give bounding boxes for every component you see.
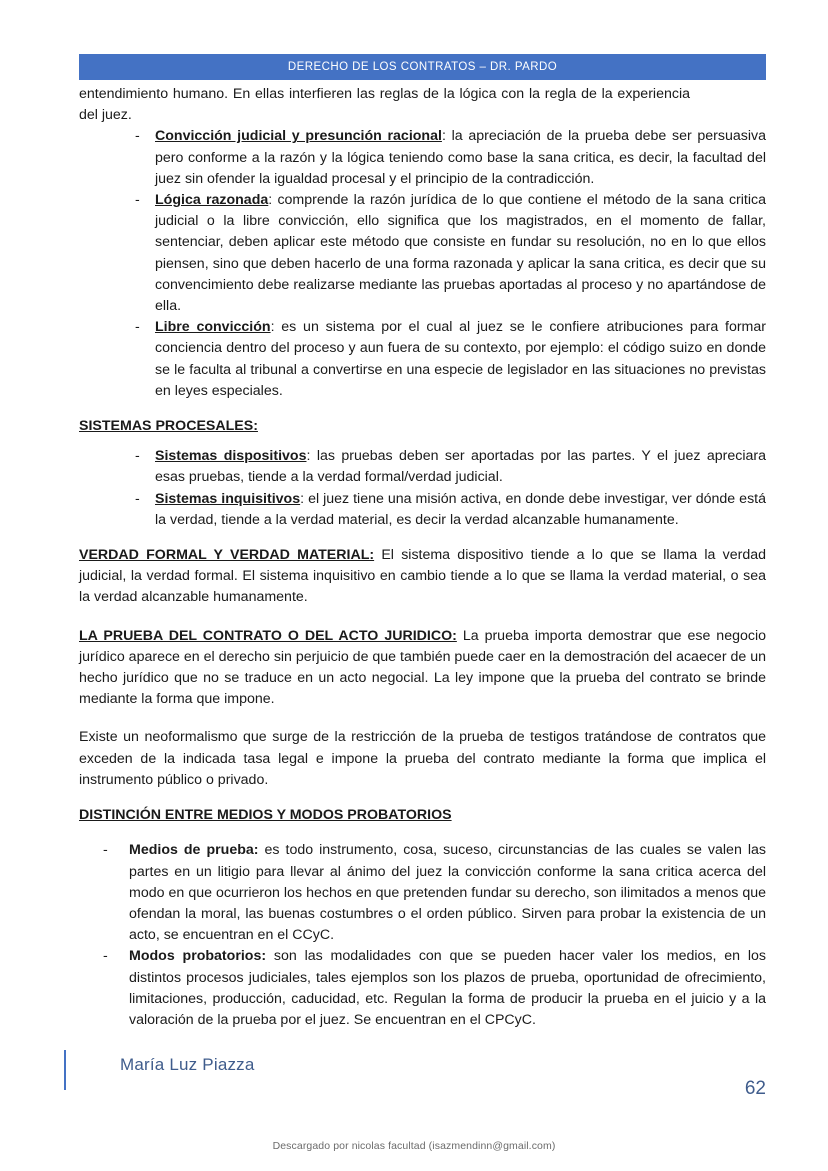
list-item (155, 126, 766, 190)
medios-modos-bullet-list (79, 840, 766, 1031)
list-item-separator: : (268, 192, 278, 209)
spacer (79, 531, 766, 545)
spacer (79, 609, 766, 626)
paragraph-verdad-formal (79, 545, 766, 609)
document-body (79, 84, 766, 1031)
list-item-separator: : (270, 319, 282, 336)
list-item-separator (266, 948, 274, 964)
page-header-title: DERECHO DE LOS CONTRATOS – DR. PARDO (287, 61, 558, 73)
paragraph-text: El sistema dispositivo tiende a lo que se llama la verdad judicial, la verdad formal. El sistema inquisitivo en cambio tiende a lo que se llama la verdad material, o sea la verdad alcanzable humanamente. (79, 547, 767, 606)
list-item-term: Convicción judicial y presunción racional (155, 128, 442, 145)
list-item-term: Medios de prueba: (129, 842, 259, 859)
paragraph-neoformalismo: Existe un neoformalismo que surge de la restricción de la prueba de testigos tratándose de contratos que exceden de la indicada tasa legal e impone la prueba del contrato mediante la forma que implica el instrumento público o privado. (79, 729, 766, 788)
page-header-banner (79, 54, 766, 80)
list-item-term: Lógica razonada (155, 192, 269, 209)
heading-sistemas-procesales: SISTEMAS PROCESALES: (79, 418, 258, 435)
spacer (79, 710, 766, 727)
list-item-term: Libre convicción (155, 319, 271, 336)
list-item-text: es todo instrumento, cosa, suceso, circunstancias de las cuales se valen las partes en un litigio para llevar al ánimo del juez la convicción conforme la sana critica acerca del modo en que ocurrieron los hechos en que pretenden fundar su derecho, son ilimitados a menos que ofendan la moral, las buenas costumbres o el orden público. Sirven para probar la existencia de un acto, se encuentran en el CCyC. (129, 842, 766, 944)
heading-distincion: DISTINCIÓN ENTRE MEDIOS Y MODOS PROBATORIOS (79, 807, 452, 824)
list-item-text: la apreciación de la prueba debe ser persuasiva pero conforme a la razón y la lógica teniendo como base la sana critica, es decir, la facultad del juez sin ofender la igualdad procesal y el principio de la contradicción. (155, 128, 766, 187)
list-item (129, 840, 766, 946)
list-item-separator: : (300, 490, 309, 507)
paragraph-text: La prueba importa demostrar que ese negocio jurídico aparece en el derecho sin perjuicio de que también puede caer en la demostración del acaecer de un hecho jurídico que no se traduce en un acto negocial. La ley impone que la prueba del contrato se brinde mediante la forma que impone. (79, 627, 767, 708)
list-item-text: el juez tiene una misión activa, en donde debe investigar, ver dónde está la verdad, tiende a la verdad material, es decir la verdad alcanzable humanamente. (155, 490, 767, 528)
spacer (79, 826, 766, 840)
spacer (79, 791, 766, 805)
sistemas-bullet-list (79, 446, 766, 531)
list-item-term: Sistemas inquisitivos (155, 490, 301, 507)
download-watermark: Descargado por nicolas facultad (isazmendinn@gmail.com) (272, 1140, 556, 1152)
continuation-paragraph: entendimiento humano. En ellas interfieren las reglas de la lógica con la regla de la experiencia del juez. (79, 86, 690, 124)
list-item-separator: : (441, 128, 452, 145)
footer-accent-rule (64, 1050, 66, 1090)
footer-author-name: María Luz Piazza (120, 1055, 255, 1074)
list-item-term: Sistemas dispositivos (155, 448, 307, 465)
inline-heading-prueba: LA PRUEBA DEL CONTRATO O DEL ACTO JURIDICO: (79, 627, 457, 644)
list-item (129, 946, 766, 1031)
list-item-separator: : (306, 448, 317, 465)
page-number: 62 (744, 1078, 766, 1099)
list-item-text: son las modalidades con que se pueden hacer valer los medios, en los distintos procesos judiciales, tales ejemplos son los plazos de prueba, oportunidad de ofrecimiento, limitaciones, producción, caducidad, etc. Regulan la forma de producir la prueba en el juicio y a la valoración de la prueba por el juez. Se encuentran en el CPCyC. (129, 948, 766, 1028)
spacer (79, 402, 766, 416)
spacer (79, 437, 766, 446)
inline-heading-verdad: VERDAD FORMAL Y VERDAD MATERIAL: (79, 547, 375, 564)
list-item (155, 190, 766, 317)
criterios-bullet-list (79, 126, 766, 402)
list-item (155, 489, 766, 531)
list-item (155, 446, 766, 488)
list-item-text: es un sistema por el cual al juez se le confiere atribuciones para formar conciencia dentro del proceso y aun fuera de su contexto, por ejemplo: el código suizo en donde se le faculta al tribunal a convertirse en una especie de legislador en las situaciones no previstas en leyes especiales. (155, 319, 766, 399)
list-item-term: Modos probatorios: (129, 948, 267, 965)
paragraph-prueba-contrato (79, 626, 766, 711)
list-item (155, 317, 766, 402)
list-item-text: comprende la razón jurídica de lo que contiene el método de la sana critica judicial o la libre convicción, ello significa que los magistrados, en el momento de fallar, sentenciar, deben aplicar este método que consiste en fundar su resolución, no en lo que ellos piensen, sino que deben hacerlo de una forma razonada y aplicar la sana critica, es decir que su convencimiento debe realizarse mediante las pruebas aportadas al proceso y no apartándose de ella. (155, 192, 767, 315)
list-item-text: las pruebas deben ser aportadas por las partes. Y el juez apreciara esas pruebas, tiende a la verdad formal/verdad judicial. (155, 448, 766, 486)
